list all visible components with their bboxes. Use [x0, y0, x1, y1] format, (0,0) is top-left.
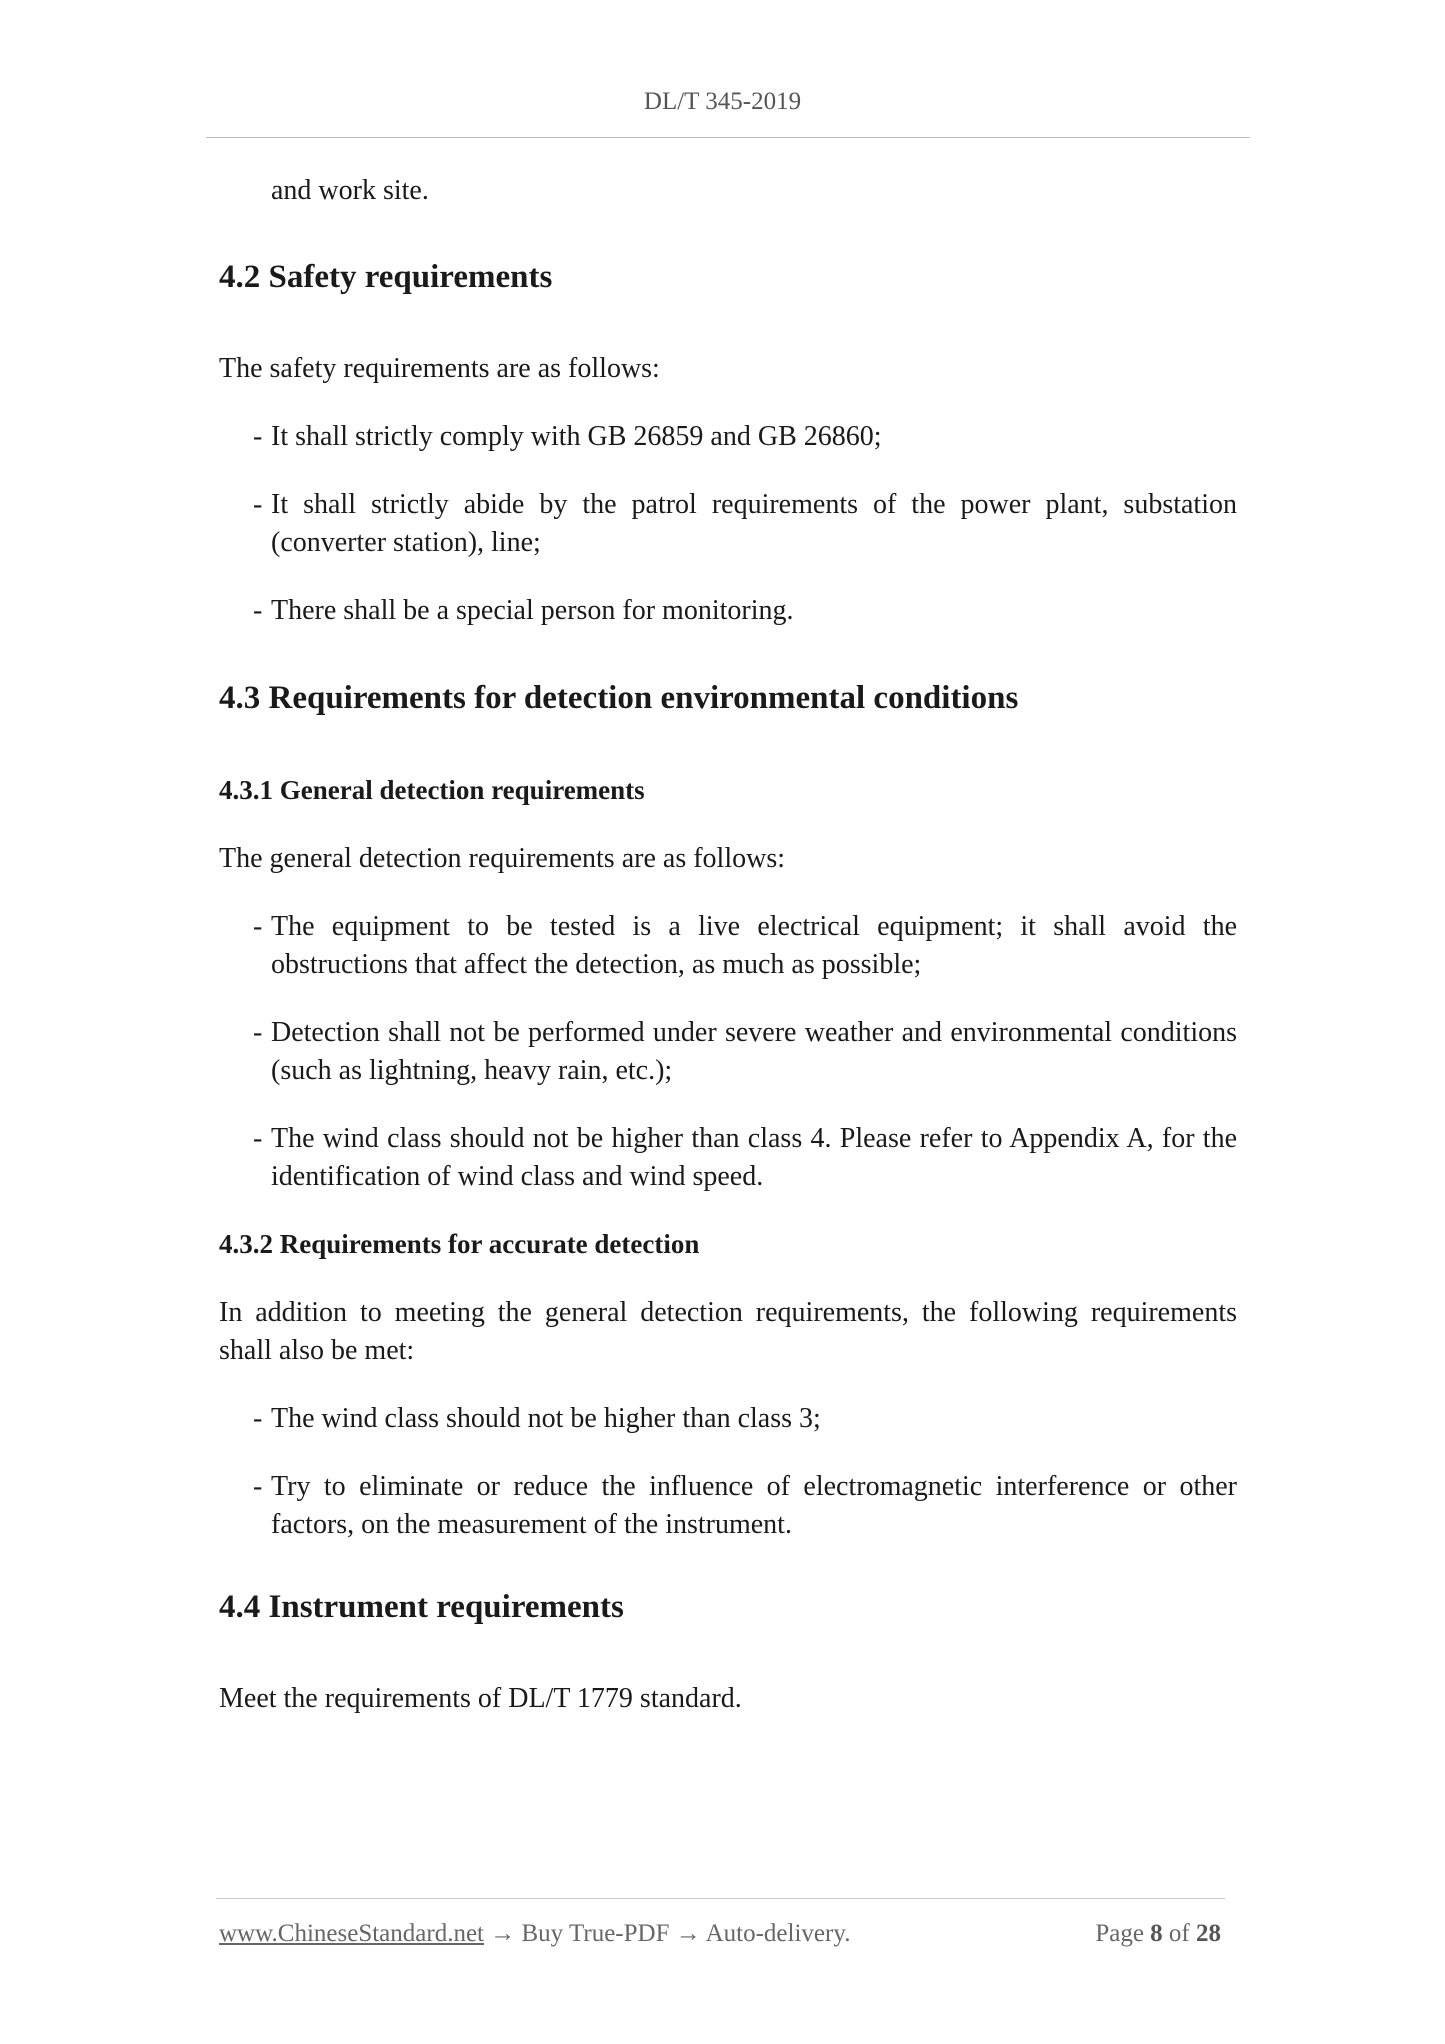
list-item-text: The equipment to be tested is a live electrical equipment; it shall avoid the obstructions that affect the detection, as much as possible;	[271, 911, 1237, 980]
delivery-text: Auto-delivery.	[705, 1920, 851, 1947]
list-item-text: The wind class should not be higher than class 4. Please refer to Appendix A, for the identification of wind class and wind speed.	[271, 1123, 1237, 1192]
list-dash: -	[253, 1403, 263, 1434]
subsection-4-3-2-intro: In addition to meeting the general detection requirements, the following requirements shall also be met:	[219, 1297, 1237, 1366]
list-dash: -	[253, 489, 263, 520]
list-dash: -	[253, 595, 263, 626]
footer-promo	[219, 1920, 850, 1948]
of-label: of	[1168, 1920, 1190, 1947]
section-4-4-text: Meet the requirements of DL/T 1779 standard.	[219, 1683, 742, 1714]
arrow-icon: →	[675, 1920, 701, 1947]
page-label: Page	[1095, 1920, 1144, 1947]
list-item	[253, 486, 1237, 562]
list-item-text: Try to eliminate or reduce the influence of electromagnetic interference or other factors, on the measurement of the instrument.	[271, 1471, 1237, 1540]
list-item-text: It shall strictly comply with GB 26859 and GB 26860;	[271, 421, 882, 452]
subsection-4-3-1-heading: 4.3.1 General detection requirements	[219, 775, 645, 805]
list-item-text: The wind class should not be higher than class 3;	[271, 1403, 821, 1434]
list-dash: -	[253, 911, 263, 942]
section-4-3-heading: 4.3 Requirements for detection environmental conditions	[219, 680, 1019, 716]
list-item-text: Detection shall not be performed under severe weather and environmental conditions (such as lightning, heavy rain, etc.);	[271, 1017, 1237, 1086]
list-dash: -	[253, 1017, 263, 1048]
document-code-header: DL/T 345-2019	[643, 88, 802, 115]
arrow-icon: →	[490, 1920, 516, 1947]
list-item	[253, 1400, 1237, 1438]
buy-text: Buy True-PDF	[521, 1920, 670, 1947]
list-item	[253, 908, 1237, 984]
page-number: 8	[1150, 1920, 1163, 1947]
section-4-2-intro: The safety requirements are as follows:	[219, 353, 660, 384]
page-total: 28	[1196, 1920, 1221, 1947]
list-dash: -	[253, 1471, 263, 1502]
list-dash: -	[253, 1123, 263, 1154]
header-divider	[206, 137, 1250, 138]
list-item-text: There shall be a special person for monitoring.	[271, 595, 794, 626]
continued-text: and work site.	[271, 175, 429, 206]
list-item	[253, 418, 1237, 456]
section-4-2-heading: 4.2 Safety requirements	[219, 259, 553, 295]
footer-divider	[216, 1898, 1225, 1899]
list-item	[253, 1014, 1237, 1090]
section-4-4-heading: 4.4 Instrument requirements	[219, 1589, 624, 1625]
list-dash: -	[253, 421, 263, 452]
site-link[interactable]: www.ChineseStandard.net	[219, 1920, 484, 1947]
list-item-text: It shall strictly abide by the patrol requirements of the power plant, substation (converter station), line;	[271, 489, 1237, 558]
subsection-4-3-1-intro: The general detection requirements are as follows:	[219, 843, 785, 874]
list-item	[253, 592, 1237, 630]
list-item	[253, 1120, 1237, 1196]
page-indicator	[1095, 1920, 1221, 1948]
subsection-4-3-2-heading: 4.3.2 Requirements for accurate detection	[219, 1229, 700, 1259]
list-item	[253, 1468, 1237, 1544]
